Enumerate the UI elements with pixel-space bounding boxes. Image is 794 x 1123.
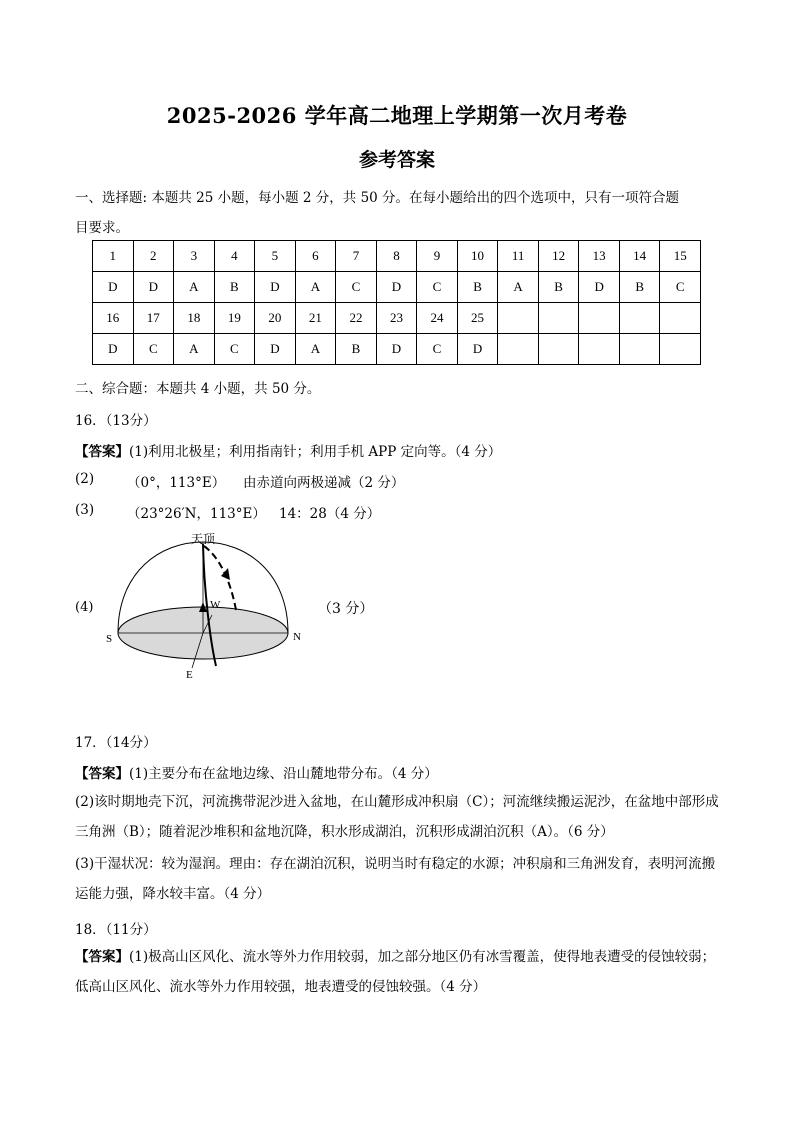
question-number-cell: 24: [417, 303, 458, 334]
section2-intro: 二、综合题：本题共 4 小题，共 50 分。: [75, 381, 321, 397]
q16-part3-text: 14：28（4 分）: [279, 506, 381, 522]
answer-cell: [619, 334, 660, 365]
question-number-cell: 22: [336, 303, 377, 334]
answer-cell: B: [336, 334, 377, 365]
question-number-cell: 14: [619, 241, 660, 272]
answer-table: [92, 240, 701, 365]
q16-part3-num: (3): [75, 502, 95, 518]
q16-part1: (1)利用北极星；利用指南针；利用手机 APP 定向等。（4 分）: [129, 444, 502, 460]
question-number-cell: 16: [93, 303, 134, 334]
question-number-cell: [660, 303, 701, 334]
q16-part2: [75, 471, 405, 491]
q18-header: 18．（11分）: [75, 922, 157, 938]
question-number-cell: 21: [295, 303, 336, 334]
west-label: W: [210, 599, 221, 611]
q16-part2-num: (2): [75, 471, 95, 487]
q17-part1: (1)主要分布在盆地边缘、沿山麓地带分布。（4 分）: [129, 766, 438, 782]
answer-cell: [660, 334, 701, 365]
question-number-cell: 9: [417, 241, 458, 272]
answer-cell: B: [619, 272, 660, 303]
q16-part2-text: 由赤道向两极递减（2 分）: [243, 475, 405, 491]
question-number-cell: [619, 303, 660, 334]
question-number-row: [93, 241, 701, 272]
question-number-cell: 12: [538, 241, 579, 272]
answer-cell: [579, 334, 620, 365]
south-label: S: [106, 633, 113, 645]
answer-tag: 【答案】: [75, 444, 129, 460]
q16-part3: [75, 502, 381, 522]
q16-part4-num: (4): [75, 600, 94, 615]
answer-tag: 【答案】: [75, 766, 129, 782]
answer-cell: A: [295, 272, 336, 303]
answer-row: [93, 334, 701, 365]
q18-part1: (1)极高山区风化、流水等外力作用较弱，加之部分地区仍有冰雪覆盖，使得地表遭受的侵蚀较弱；低高山区风化、流水等外力作用较强，地表遭受的侵蚀较强。（4 分）: [75, 949, 716, 995]
question-number-cell: 8: [376, 241, 417, 272]
question-number-cell: 7: [336, 241, 377, 272]
question-number-cell: 4: [214, 241, 255, 272]
section1-intro-cont: 目要求。: [75, 220, 129, 236]
answer-cell: C: [417, 272, 458, 303]
question-number-cell: 3: [174, 241, 215, 272]
q17-answer-line1: [75, 762, 438, 782]
question-number-cell: 25: [457, 303, 498, 334]
question-number-cell: 23: [376, 303, 417, 334]
question-number-cell: [498, 303, 539, 334]
q16-part4-score: （3 分）: [318, 601, 374, 617]
celestial-hemisphere-diagram: [100, 530, 310, 680]
q17-part2: (2)该时期地壳下沉，河流携带泥沙进入盆地，在山麓形成冲积扇（C）；河流继续搬运泥沙，在盆地中部形成三角洲（B）；随着泥沙堆积和盆地沉降，积水形成湖泊，沉积形成湖泊沉积（A）。（6 分）: [75, 794, 719, 840]
question-number-cell: 6: [295, 241, 336, 272]
answer-cell: C: [336, 272, 377, 303]
q16-part3-coord: （23°26′N，113°E）: [127, 506, 266, 522]
answer-cell: D: [579, 272, 620, 303]
section1-intro: 一、选择题: 本题共 25 小题，每小题 2 分，共 50 分。在每小题给出的四个选项中，只有一项符合题: [75, 190, 680, 206]
q16-part2-coord: （0°，113°E）: [127, 475, 226, 491]
answer-cell: A: [295, 334, 336, 365]
question-number-cell: 15: [660, 241, 701, 272]
answer-cell: A: [498, 272, 539, 303]
answer-cell: D: [93, 334, 134, 365]
question-number-cell: [579, 303, 620, 334]
answer-tag: 【答案】: [75, 949, 129, 965]
question-number-row: [93, 303, 701, 334]
q17-part3: (3)干湿状况：较为湿润。理由：存在湖泊沉积，说明当时有稳定的水源；冲积扇和三角洲发育，表明河流搬运能力强，降水较丰富。（4 分）: [75, 856, 716, 902]
answer-cell: D: [457, 334, 498, 365]
question-number-cell: 5: [255, 241, 296, 272]
answer-cell: A: [174, 334, 215, 365]
question-number-cell: 19: [214, 303, 255, 334]
answer-cell: A: [174, 272, 215, 303]
question-number-cell: 11: [498, 241, 539, 272]
answer-cell: B: [538, 272, 579, 303]
answer-row: [93, 272, 701, 303]
q17-header: 17．（14分）: [75, 735, 157, 751]
answer-cell: [498, 334, 539, 365]
east-label: E: [186, 669, 193, 680]
zenith-label: 天顶: [191, 532, 216, 546]
answer-cell: D: [376, 334, 417, 365]
question-number-cell: 20: [255, 303, 296, 334]
q18-answer: [75, 942, 725, 1002]
page-title: 2025-2026 学年高二地理上学期第一次月考卷: [166, 103, 628, 128]
answer-cell: C: [214, 334, 255, 365]
answer-cell: C: [660, 272, 701, 303]
answer-cell: D: [93, 272, 134, 303]
answer-cell: B: [457, 272, 498, 303]
question-number-cell: 1: [93, 241, 134, 272]
q16-answer-line1: [75, 440, 501, 460]
answer-cell: D: [255, 272, 296, 303]
q16-header: 16．（13分）: [75, 413, 157, 429]
answer-cell: B: [214, 272, 255, 303]
question-number-cell: 18: [174, 303, 215, 334]
answer-cell: C: [133, 334, 174, 365]
answer-cell: C: [417, 334, 458, 365]
answer-cell: D: [376, 272, 417, 303]
answer-cell: [538, 334, 579, 365]
question-number-cell: [538, 303, 579, 334]
answer-cell: D: [255, 334, 296, 365]
dashed-path-arrow: [221, 568, 230, 580]
page-subtitle: 参考答案: [358, 149, 435, 171]
north-label: N: [293, 631, 301, 643]
question-number-cell: 17: [133, 303, 174, 334]
question-number-cell: 2: [133, 241, 174, 272]
question-number-cell: 10: [457, 241, 498, 272]
question-number-cell: 13: [579, 241, 620, 272]
answer-cell: D: [133, 272, 174, 303]
